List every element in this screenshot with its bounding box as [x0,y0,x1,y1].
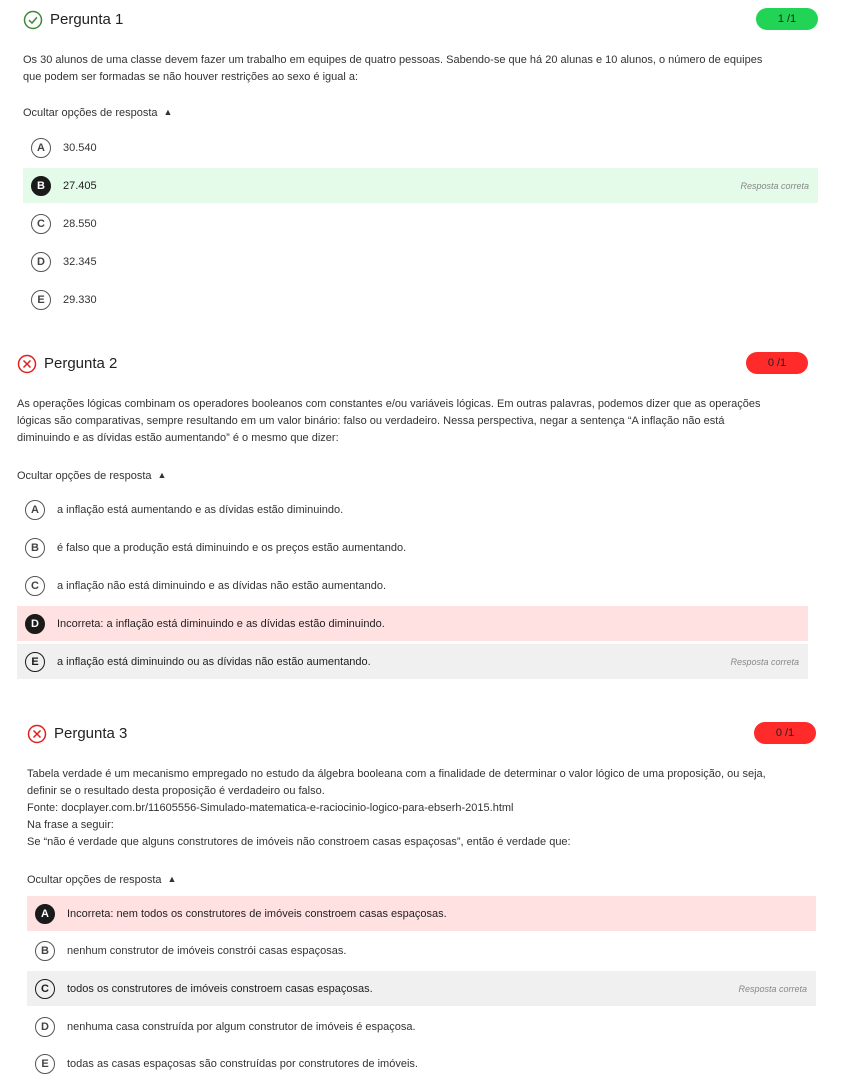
option-d[interactable] [23,244,818,279]
option-d[interactable] [27,1009,816,1044]
option-text: é falso que a produção está diminuindo e os preços estão aumentando. [57,541,407,554]
chevron-up-icon: ▲ [157,470,167,480]
option-text: 28.550 [63,217,97,230]
question-title: Pergunta 3 [54,725,128,742]
option-text: todos os construtores de imóveis constroem casas espaçosas. [67,982,373,995]
option-a[interactable] [27,896,816,931]
score-badge: 0 /1 [746,352,808,374]
x-circle-icon [17,354,37,374]
option-c[interactable] [27,971,816,1006]
option-letter: B [25,538,45,558]
options-list [23,130,818,320]
correct-answer-tag: Resposta correta [740,180,809,191]
option-letter: B [35,941,55,961]
option-letter: D [25,614,45,634]
option-letter: A [35,904,55,924]
options-list [27,896,816,1082]
option-letter: B [31,176,51,196]
hide-options-label: Ocultar opções de resposta [17,470,152,482]
correct-answer-tag: Resposta correta [730,656,799,667]
correct-answer-tag: Resposta correta [738,983,807,994]
option-a[interactable] [17,492,808,527]
question-text-line: Tabela verdade é um mecanismo empregado no estudo da álgebra booleana com a finalidade de determinar o valor lógico de uma proposição, ou seja, [27,768,766,780]
chevron-up-icon: ▲ [167,874,177,884]
option-letter: A [31,138,51,158]
option-e[interactable] [27,1046,816,1081]
option-e[interactable] [23,282,818,317]
question-text-line: Fonte: docplayer.com.br/11605556-Simulado-matematica-e-raciocinio-logico-para-ebserh-2015.html [27,802,514,814]
question-text-line: diminuindo e as dívidas estão aumentando” é o mesmo que dizer: [17,432,339,444]
hide-options-toggle[interactable] [23,107,172,119]
question-2 [17,354,808,668]
question-title: Pergunta 2 [44,355,118,372]
option-letter: E [25,652,45,672]
option-b[interactable] [23,168,818,203]
question-text-line: definir se o resultado desta proposição é verdadeiro ou falso. [27,785,325,797]
question-text [23,52,762,86]
option-text: nenhuma casa construída por algum construtor de imóveis é espaçosa. [67,1020,416,1033]
option-b[interactable] [27,933,816,968]
option-text: 30.540 [63,141,97,154]
option-text: 27.405 [63,179,97,192]
option-letter: C [25,576,45,596]
chevron-up-icon: ▲ [163,107,173,117]
question-1 [23,10,818,306]
check-circle-icon [23,10,43,30]
option-a[interactable] [23,130,818,165]
option-text: nenhum construtor de imóveis constrói casas espaçosas. [67,944,347,957]
question-header [27,724,816,748]
score-badge: 0 /1 [754,722,816,744]
question-title: Pergunta 1 [50,11,124,28]
option-text: 29.330 [63,293,97,306]
option-letter: D [35,1017,55,1037]
x-circle-icon [27,724,47,744]
question-text-line: As operações lógicas combinam os operadores booleanos com constantes e/ou variáveis lógicas. Em outras palavras, podemos dizer que as operações [17,398,761,410]
option-text: a inflação está diminuindo ou as dívidas não estão aumentando. [57,655,371,668]
hide-options-toggle[interactable] [27,874,176,886]
question-text-line: Os 30 alunos de uma classe devem fazer um trabalho em equipes de quatro pessoas. Sabendo-se que há 20 alunas e 10 alunos, o número de equipes [23,54,763,66]
option-letter: A [25,500,45,520]
option-letter: C [35,979,55,999]
option-letter: E [31,290,51,310]
question-text-line: que podem ser formadas se não houver restrições ao sexo é igual a: [23,71,359,83]
question-text [17,396,761,447]
option-c[interactable] [17,568,808,603]
option-text: Incorreta: nem todos os construtores de imóveis constroem casas espaçosas. [67,907,447,920]
hide-options-toggle[interactable] [17,470,166,482]
score-badge: 1 /1 [756,8,818,30]
hide-options-label: Ocultar opções de resposta [27,874,162,886]
question-header [17,354,808,378]
hide-options-label: Ocultar opções de resposta [23,107,158,119]
option-text: a inflação não está diminuindo e as dívidas não estão aumentando. [57,579,387,592]
question-3 [27,724,816,1070]
option-letter: D [31,252,51,272]
option-text: a inflação está aumentando e as dívidas estão diminuindo. [57,503,344,516]
option-text: todas as casas espaçosas são construídas por construtores de imóveis. [67,1057,418,1070]
option-text: Incorreta: a inflação está diminuindo e as dívidas estão diminuindo. [57,617,385,630]
option-letter: C [31,214,51,234]
question-text-line: Se “não é verdade que alguns construtores de imóveis não constroem casas espaçosas”, então é verdade que: [27,836,571,848]
option-e[interactable] [17,644,808,679]
option-d[interactable] [17,606,808,641]
question-text-line: lógicas são comparativas, sempre resultando em um valor binário: falso ou verdadeiro. Nessa perspectiva, negar a sentença “A inflação não está [17,415,725,427]
option-text: 32.345 [63,255,97,268]
option-letter: E [35,1054,55,1074]
question-text [27,766,766,851]
question-text-line: Na frase a seguir: [27,819,114,831]
options-list [17,492,808,680]
question-header [23,10,818,34]
option-c[interactable] [23,206,818,241]
option-b[interactable] [17,530,808,565]
